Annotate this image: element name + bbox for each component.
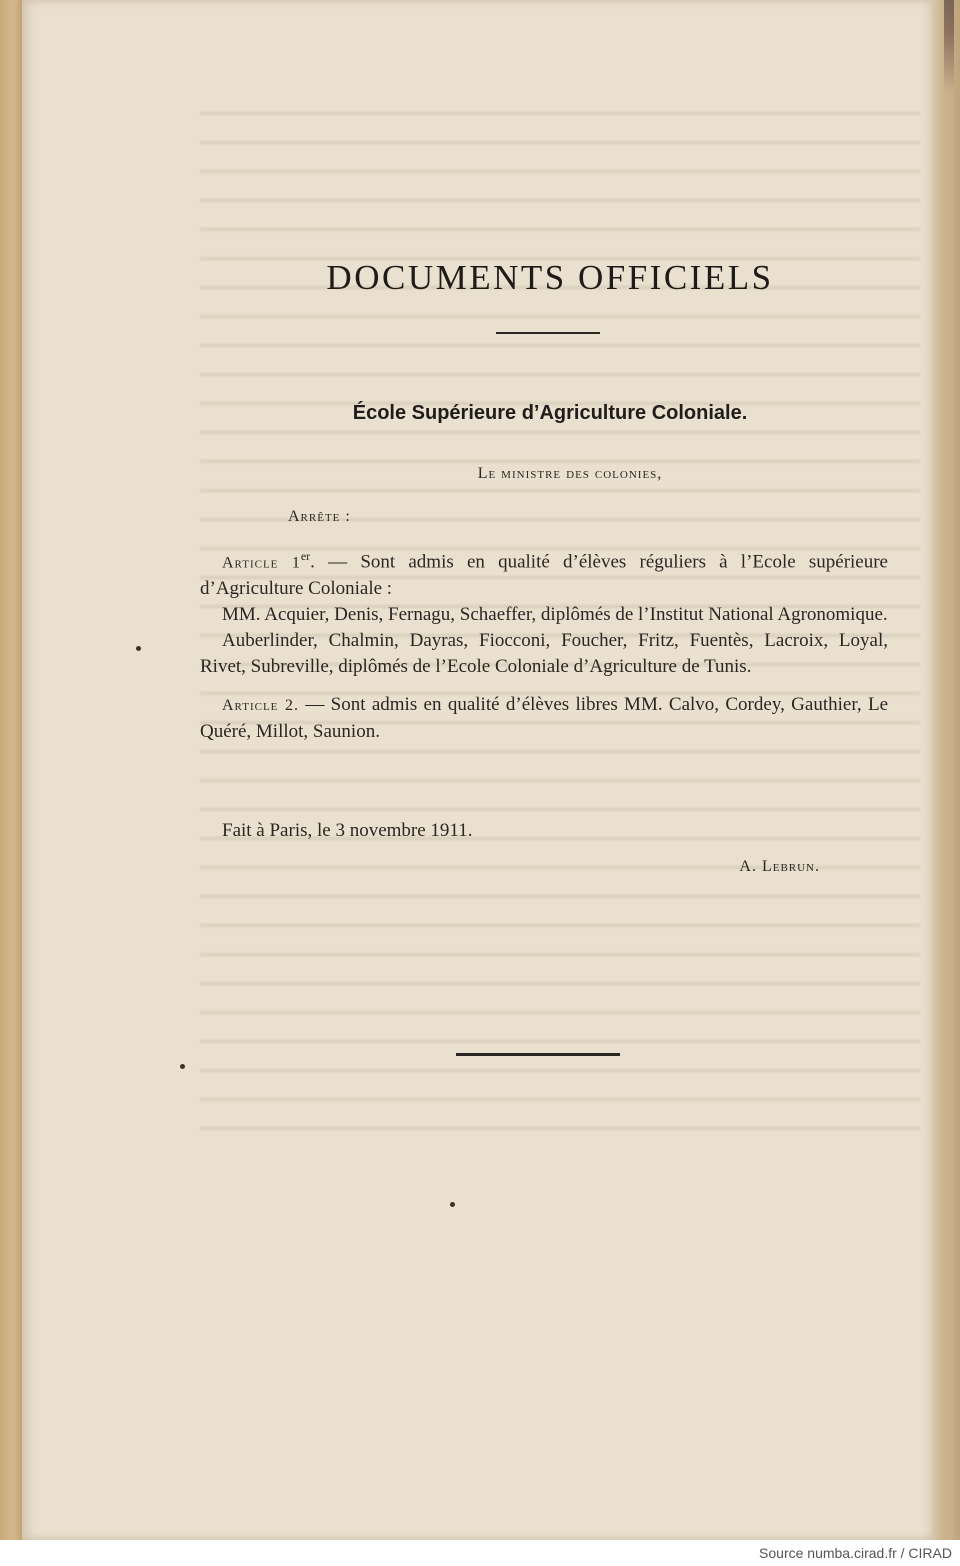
article-2-paragraph [200,692,888,745]
article-1-label: Article 1 [222,554,301,572]
speck-mark [136,646,141,651]
book-spine-edge [932,0,960,1540]
spine-binding [944,0,954,1540]
speck-mark [180,1064,185,1069]
end-divider [456,1053,620,1056]
admitted-list-1: MM. Acquier, Denis, Fernagu, Schaeffer, diplômés de l’Institut National Agronomique. [222,604,888,626]
date-line: Fait à Paris, le 3 novembre 1911. [222,820,473,841]
article-1-paragraph [200,543,888,602]
article-1-label-sup: er [300,549,311,563]
article-2-text: — Sont admis en qualité d’élèves libres MM. Calvo, Cordey, Gauthier, Le Quéré, Millot, Saunion. [200,694,889,743]
arrete-line: Arrête : [288,508,351,525]
minister-line: Le ministre des colonies, [477,465,663,482]
page-left-edge [0,0,22,1540]
speck-mark [450,1202,455,1207]
article-1-text: . — Sont admis en qualité d’élèves réguliers à l’Ecole supérieure d’Agriculture Coloniale : [200,551,888,600]
document-title: DOCUMENTS OFFICIELS [326,258,774,297]
admitted-list-2: Auberlinder, Chalmin, Dayras, Fiocconi, Foucher, Fritz, Fuentès, Lacroix, Loyal, Rivet, Subreville, diplômés de l’Ecole Coloniale d’Agriculture de Tunis. [200,630,888,678]
article-2-label: Article 2. [222,697,299,715]
section-heading: École Supérieure d’Agriculture Coloniale. [352,402,748,424]
decree-body [200,543,888,745]
signature: A. Lebrun. [739,858,820,875]
source-credit: Source numba.cirad.fr / CIRAD [759,1545,952,1561]
title-divider [496,332,600,334]
